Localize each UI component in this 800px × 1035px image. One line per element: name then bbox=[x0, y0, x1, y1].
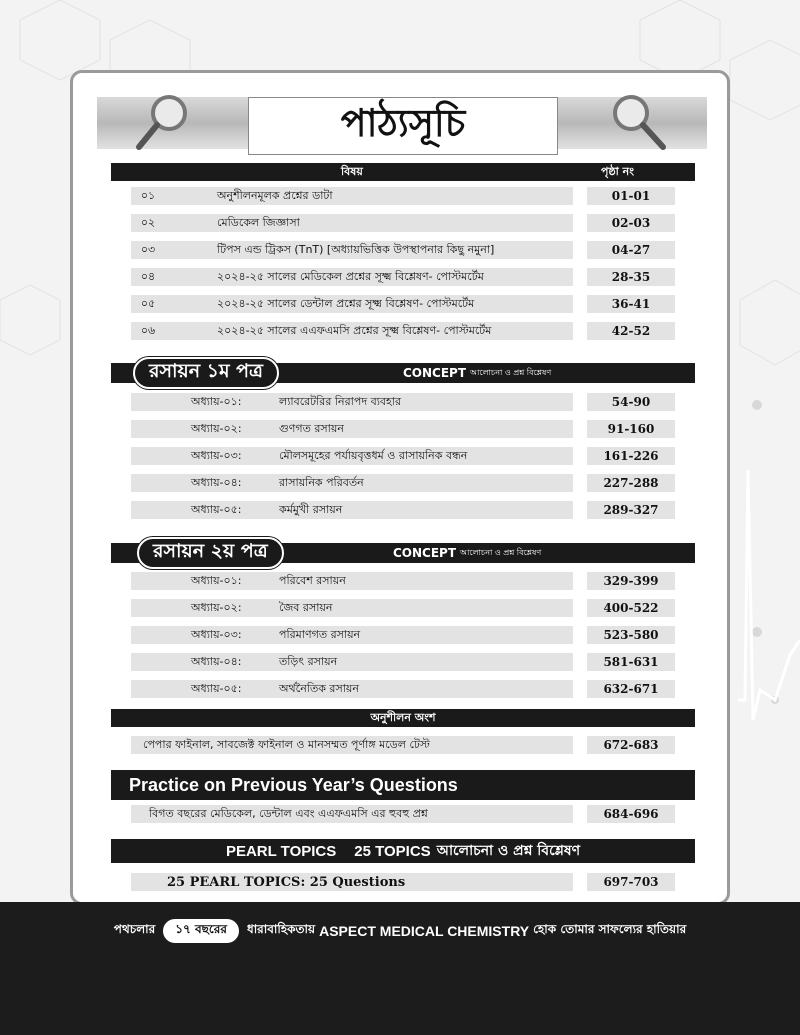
practice-part-header: অনুশীলন অংশ bbox=[111, 709, 695, 727]
chapter-row bbox=[131, 474, 691, 492]
list-item bbox=[131, 805, 691, 823]
item-text: মেডিকেল জিজ্ঞাসা bbox=[217, 215, 300, 229]
item-number: ০৪ bbox=[140, 269, 156, 283]
pearl-topics-header bbox=[111, 839, 695, 863]
list-item bbox=[131, 187, 691, 205]
chapter-row bbox=[131, 653, 691, 671]
column-header bbox=[111, 163, 695, 181]
chapter-row bbox=[131, 447, 691, 465]
chapter-number: অধ্যায়-০১: bbox=[191, 394, 242, 408]
concept-label: CONCEPT আলোচনা ও প্রশ্ন বিশ্লেষণ bbox=[403, 366, 552, 380]
page-range: 36-41 bbox=[587, 295, 675, 313]
item-number: ০১ bbox=[140, 188, 156, 202]
footer-banner bbox=[0, 902, 800, 1035]
chapter-row bbox=[131, 599, 691, 617]
list-item bbox=[131, 268, 691, 286]
footer-tagline bbox=[0, 916, 800, 946]
item-text: টিপস এন্ড ট্রিকস (TnT) [অধ্যায়ভিত্তিক উপস্থাপনার কিছু নমুনা] bbox=[217, 242, 495, 256]
list-item bbox=[131, 241, 691, 259]
page-column-label: পৃষ্ঠা নং bbox=[601, 164, 634, 178]
list-item bbox=[131, 873, 691, 891]
footer-middle: ধারাবাহিকতায় bbox=[246, 922, 316, 936]
chapter-title: ল্যাবরেটরির নিরাপদ ব্যবহার bbox=[279, 394, 402, 408]
chapter-number: অধ্যায়-০১: bbox=[191, 573, 242, 587]
chapter-title: তড়িৎ রসায়ন bbox=[279, 654, 338, 668]
chapter-title: পরিমাণগত রসায়ন bbox=[279, 627, 361, 641]
item-number: ০৬ bbox=[140, 323, 156, 337]
chapter-number: অধ্যায়-০৪: bbox=[191, 654, 242, 668]
chapter-row bbox=[131, 626, 691, 644]
page-range: 91-160 bbox=[587, 420, 675, 438]
brand-name: ASPECT MEDICAL CHEMISTRY bbox=[319, 923, 530, 939]
item-text: 25 PEARL TOPICS: 25 Questions bbox=[167, 874, 406, 890]
item-number: ০৫ bbox=[140, 296, 156, 310]
chapter-number: অধ্যায়-০২: bbox=[191, 421, 242, 435]
footer-prefix: পথচলার bbox=[113, 922, 156, 936]
item-text: বিগত বছরের মেডিকেল, ডেন্টাল এবং এএফএমসি এর হুবহু প্রশ্ন bbox=[149, 806, 428, 820]
page-range: 04-27 bbox=[587, 241, 675, 259]
chapter-number: অধ্যায়-০৩: bbox=[191, 448, 242, 462]
section-title: রসায়ন ২য় পত্র bbox=[137, 537, 284, 569]
page-range: 42-52 bbox=[587, 322, 675, 340]
subject-column-label: বিষয় bbox=[341, 164, 363, 178]
item-text: অনুশীলনমূলক প্রশ্নের ডাটা bbox=[217, 188, 333, 202]
page-range: 161-226 bbox=[587, 447, 675, 465]
page-range: 02-03 bbox=[587, 214, 675, 232]
page-range: 227-288 bbox=[587, 474, 675, 492]
page-range: 01-01 bbox=[587, 187, 675, 205]
chapter-row bbox=[131, 420, 691, 438]
chapter-title: অর্থনৈতিক রসায়ন bbox=[279, 681, 359, 695]
chapter-number: অধ্যায়-০২: bbox=[191, 600, 242, 614]
page-range: 581-631 bbox=[587, 653, 675, 671]
chapter-title: পরিবেশ রসায়ন bbox=[279, 573, 346, 587]
list-item bbox=[131, 214, 691, 232]
item-text: ২০২৪-২৫ সালের ডেন্টাল প্রশ্নের সূক্ষ্ম বিশ্লেষণ- পোস্টমর্টেম bbox=[217, 296, 475, 310]
page-range: 400-522 bbox=[587, 599, 675, 617]
item-text: ২০২৪-২৫ সালের এএফএমসি প্রশ্নের সূক্ষ্ম বিশ্লেষণ- পোস্টমর্টেম bbox=[217, 323, 492, 337]
chapter-number: অধ্যায়-০৩: bbox=[191, 627, 242, 641]
chapter-number: অধ্যায়-০৪: bbox=[191, 475, 242, 489]
chapter-number: অধ্যায়-০৫: bbox=[191, 502, 242, 516]
chapter-title: গুণগত রসায়ন bbox=[279, 421, 344, 435]
list-item bbox=[131, 736, 691, 754]
page-title: পাঠ্যসূচি bbox=[248, 97, 558, 155]
chapter-row bbox=[131, 501, 691, 519]
years-badge: ১৭ বছরের bbox=[163, 919, 239, 943]
list-item bbox=[131, 295, 691, 313]
chapter-row bbox=[131, 680, 691, 698]
pearl-topics-subtitle: আলোচনা ও প্রশ্ন বিশ্লেষণ bbox=[436, 843, 581, 859]
page-range: 329-399 bbox=[587, 572, 675, 590]
list-item bbox=[131, 322, 691, 340]
magnifier-right-icon bbox=[591, 93, 701, 153]
table-of-contents-card bbox=[70, 70, 730, 905]
footer-suffix: হোক তোমার সাফল্যের হাতিয়ার bbox=[533, 922, 687, 936]
chapter-row bbox=[131, 393, 691, 411]
concept-label: CONCEPT আলোচনা ও প্রশ্ন বিশ্লেষণ bbox=[393, 546, 542, 560]
page-range: 697-703 bbox=[587, 873, 675, 891]
chapter-title: রাসায়নিক পরিবর্তন bbox=[279, 475, 364, 489]
item-number: ০২ bbox=[140, 215, 156, 229]
page-range: 672-683 bbox=[587, 736, 675, 754]
chapter-title: জৈব রসায়ন bbox=[279, 600, 333, 614]
item-text: ২০২৪-২৫ সালের মেডিকেল প্রশ্নের সূক্ষ্ম বিশ্লেষণ- পোস্টমর্টেম bbox=[217, 269, 484, 283]
page-range: 523-580 bbox=[587, 626, 675, 644]
chapter-row bbox=[131, 572, 691, 590]
chapter-title: কর্মমুখী রসায়ন bbox=[279, 502, 343, 516]
pearl-topics-title: PEARL TOPICS bbox=[225, 842, 337, 860]
pearl-topics-count: 25 TOPICS bbox=[354, 842, 431, 860]
item-text: পেপার ফাইনাল, সাবজেক্ট ফাইনাল ও মানসম্মত পূর্ণাঙ্গ মডেল টেস্ট bbox=[143, 737, 430, 751]
chapter-title: মৌলসমূহের পর্যায়বৃত্তধর্ম ও রাসায়নিক বন্ধন bbox=[279, 448, 468, 462]
section-title: রসায়ন ১ম পত্র bbox=[133, 357, 279, 389]
chapter-number: অধ্যায়-০৫: bbox=[191, 681, 242, 695]
page-range: 684-696 bbox=[587, 805, 675, 823]
magnifier-left-icon bbox=[105, 93, 215, 153]
page-range: 632-671 bbox=[587, 680, 675, 698]
item-number: ০৩ bbox=[140, 242, 156, 256]
page-range: 54-90 bbox=[587, 393, 675, 411]
previous-years-header: Practice on Previous Year’s Questions bbox=[111, 770, 695, 800]
page-range: 289-327 bbox=[587, 501, 675, 519]
page-range: 28-35 bbox=[587, 268, 675, 286]
